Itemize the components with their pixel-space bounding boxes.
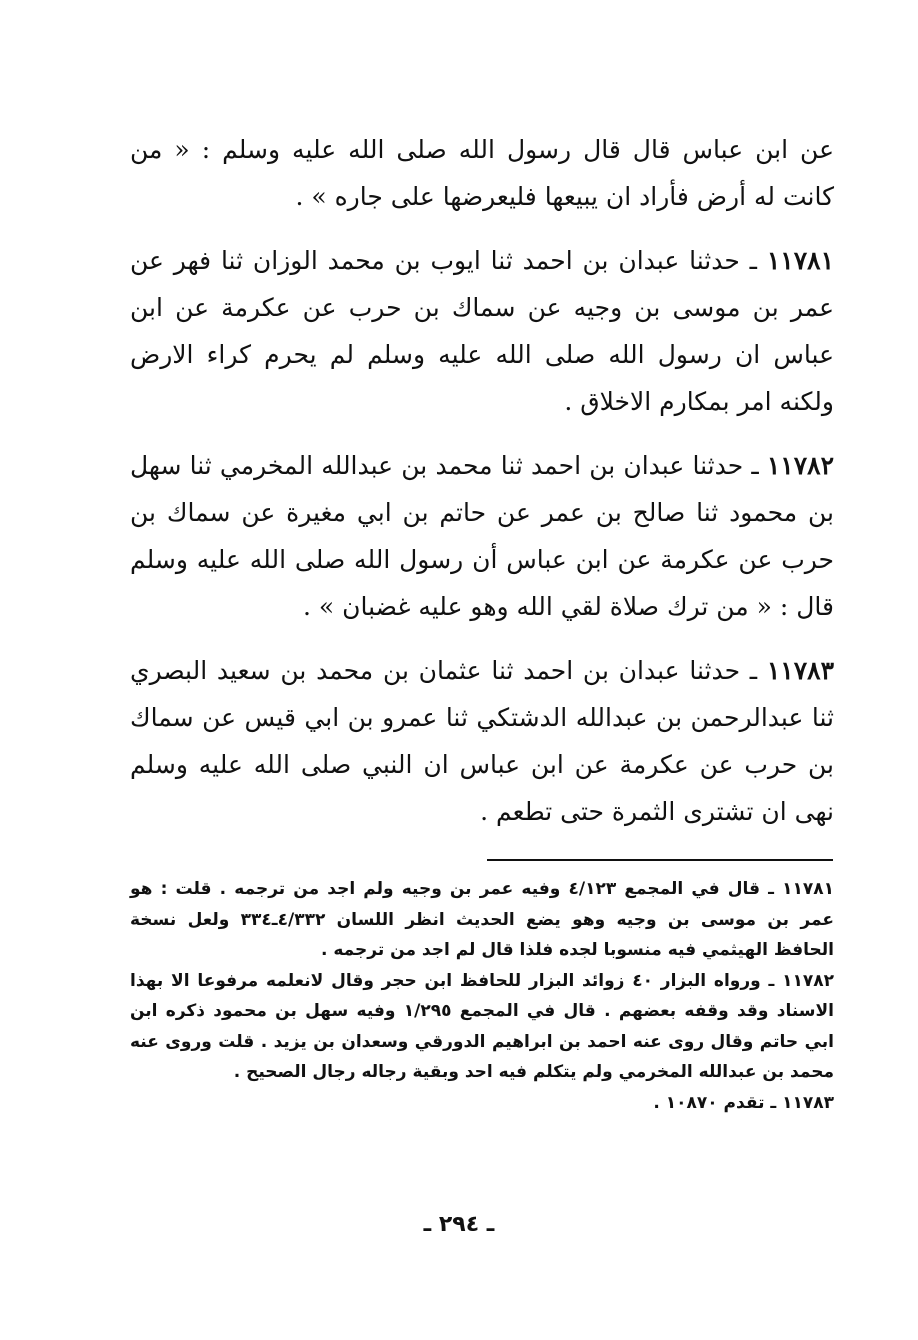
hadith-number: ١١٧٨٣	[766, 656, 835, 685]
hadith-paragraph	[130, 442, 834, 630]
hadith-text: عن ابن عباس قال قال رسول الله صلى الله عليه وسلم : « من كانت له أرض فأراد ان يبيعها فليعرضها على جاره » .	[130, 135, 834, 211]
hadith-paragraph	[130, 647, 834, 835]
hadith-text: ـ حدثنا عبدان بن احمد ثنا محمد بن عبدالله المخرمي ثنا سهل بن محمود ثنا صالح بن عمر عن حاتم بن ابي مغيرة عن سماك بن حرب عن عكرمة عن ابن عباس أن رسول الله صلى الله عليه وسلم قال : « من ترك صلاة لقي الله وهو عليه غضبان » .	[130, 451, 834, 621]
main-text	[130, 126, 834, 852]
footnote-separator	[487, 859, 833, 861]
footnote-number: ١١٧٨٣	[782, 1092, 834, 1113]
hadith-paragraph	[130, 126, 834, 220]
footnote	[130, 966, 834, 1088]
footnotes	[130, 874, 834, 1118]
footnote	[130, 1088, 834, 1119]
footnote-text: ـ ورواه البزار ٤٠ زوائد البزار للحافظ ابن حجر وقال لانعلمه مرفوعا الا بهذا الاسناد وقد وقفه بعضهم . قال في المجمع ١/٢٩٥ وفيه سهل بن محمود ذكره ابن ابي حاتم وقال روى عنه احمد بن ابراهيم الدورقي وسعدان بن يزيد . قلت وروى عنه محمد بن عبدالله المخرمي ولم يتكلم فيه احد وبقية رجاله رجال الصحيح .	[130, 970, 834, 1082]
footnote	[130, 874, 834, 966]
hadith-text: ـ حدثنا عبدان بن احمد ثنا ايوب بن محمد الوزان ثنا فهر عن عمر بن موسى بن وجيه عن سماك بن حرب عن عكرمة عن ابن عباس ان رسول الله صلى الله عليه وسلم لم يحرم كراء الارض ولكنه امر بمكارم الاخلاق .	[130, 246, 834, 416]
page-number: ـ ٢٩٤ ـ	[423, 1212, 495, 1237]
hadith-number: ١١٧٨١	[766, 246, 834, 275]
hadith-number: ١١٧٨٢	[766, 451, 834, 480]
footnote-number: ١١٧٨٢	[782, 970, 834, 991]
footnote-number: ١١٧٨١	[782, 879, 835, 899]
footnote-text: ـ قال في المجمع ٤/١٢٣ وفيه عمر بن وجيه ولم اجد من ترجمه . قلت : هو عمر بن موسى بن وجيه وهو يضع الحديث انظر اللسان ٤/٣٣٢ـ٣٣٤ ولعل نسخة الحافظ الهيثمي فيه منسوبا لجده فلذا قال لم اجد من ترجمه .	[130, 879, 834, 960]
hadith-text: ـ حدثنا عبدان بن احمد ثنا عثمان بن محمد بن سعيد البصري ثنا عبدالرحمن بن عبدالله الدشتكي ثنا عمرو بن ابي قيس عن سماك بن حرب عن عكرمة عن ابن عباس ان النبي صلى الله عليه وسلم نهى ان تشترى الثمرة حتى تطعم .	[130, 656, 834, 826]
footnote-text: ـ تقدم ١٠٨٧٠ .	[653, 1092, 777, 1113]
hadith-paragraph	[130, 237, 834, 425]
